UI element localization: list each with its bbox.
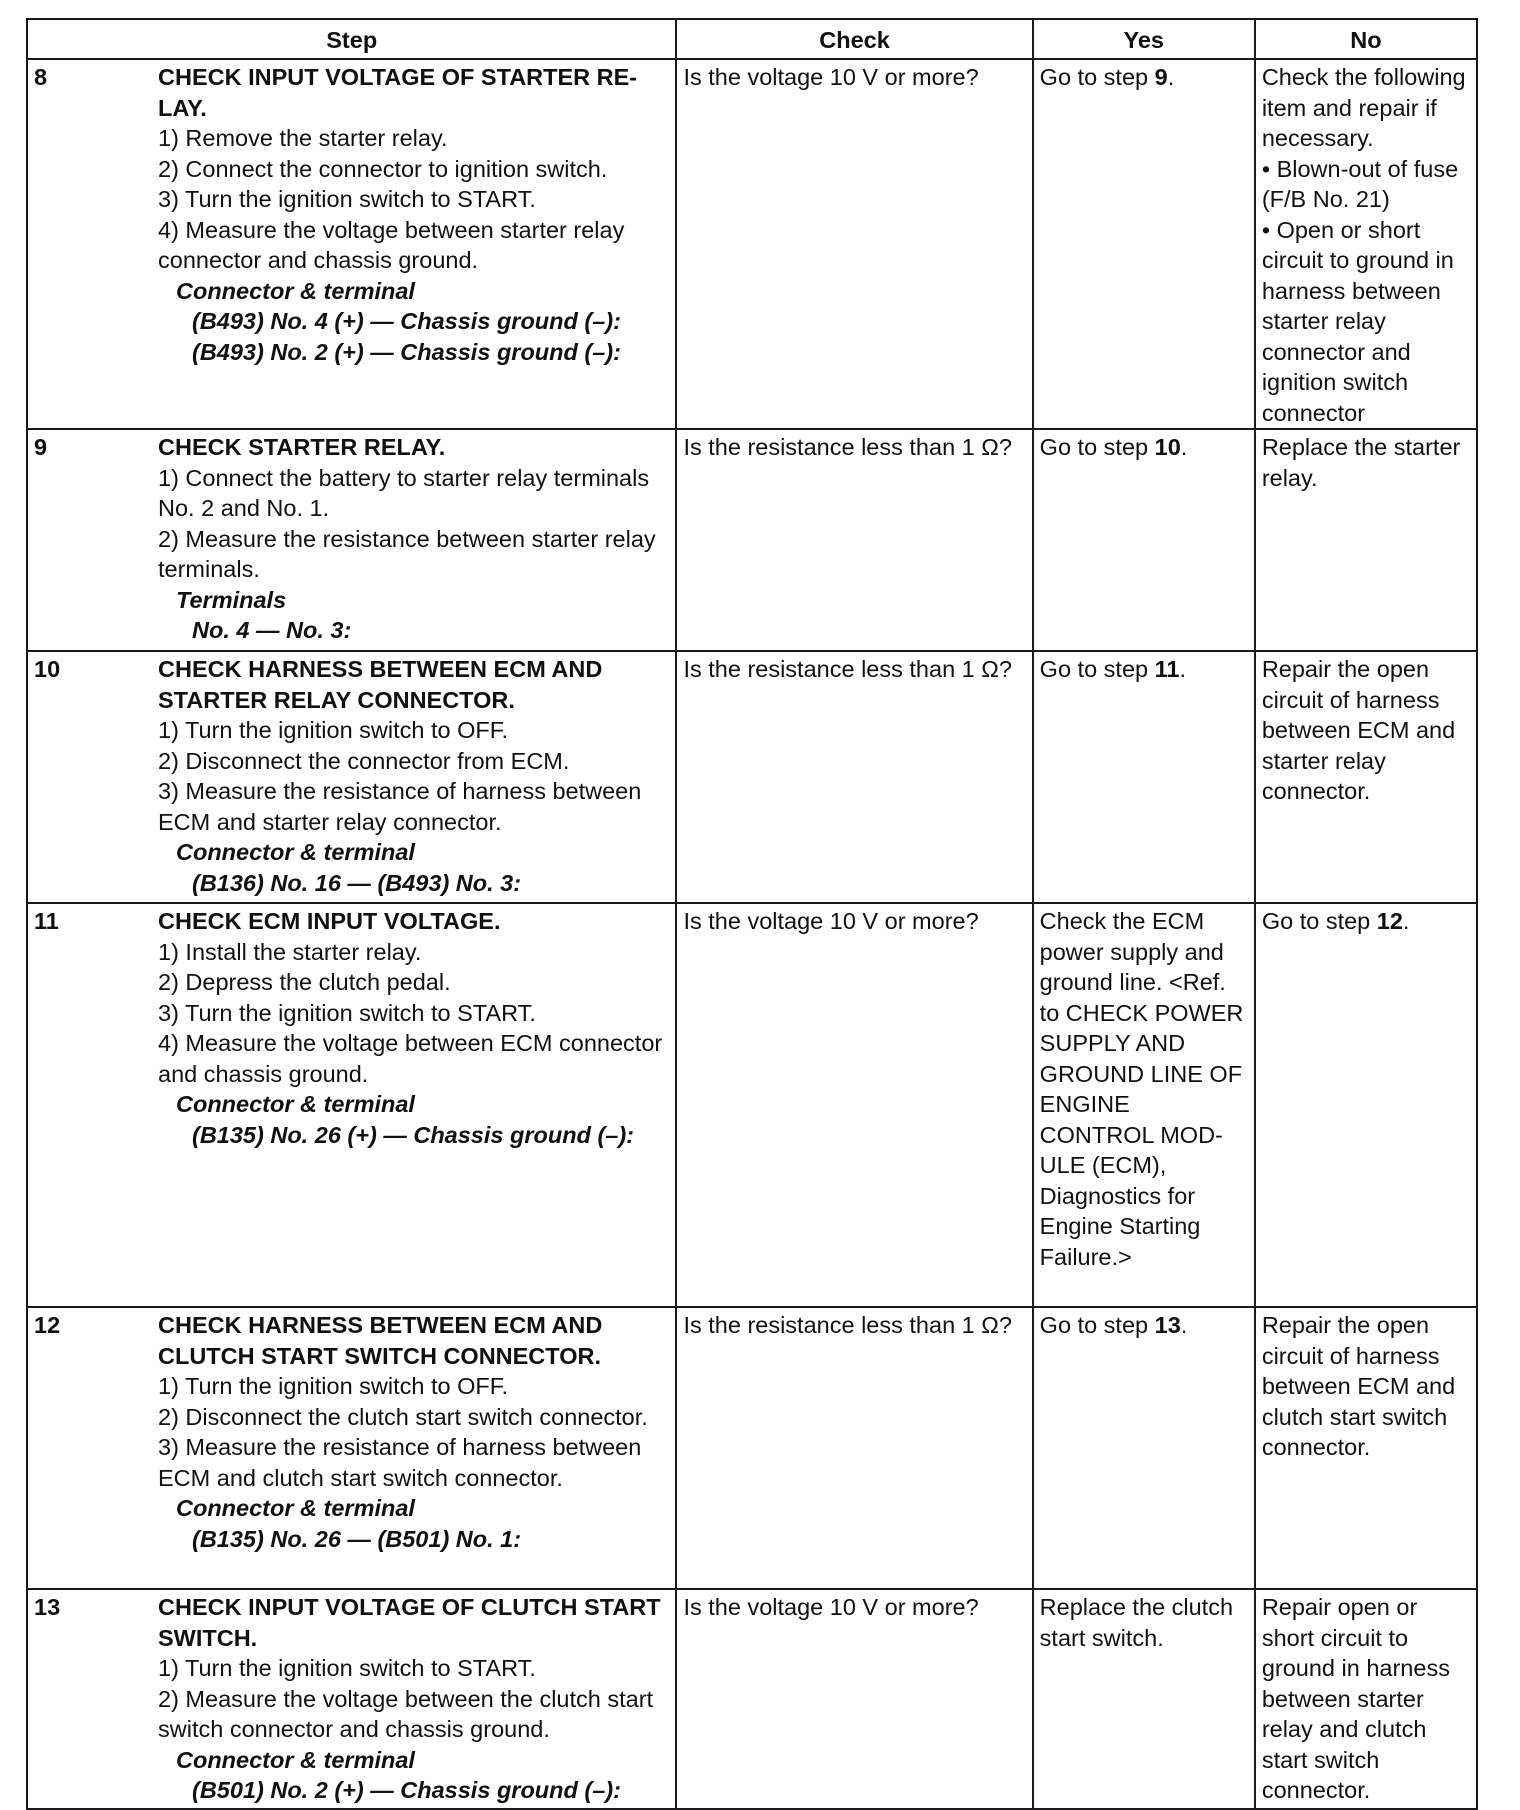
step-title: CHECK ECM INPUT VOLTAGE.	[158, 908, 501, 934]
step-instruction: 2) Disconnect the connector from ECM.	[158, 747, 570, 774]
no-text: Check the following item and repair if necessary.	[1261, 64, 1466, 151]
diagnostic-table	[26, 18, 1478, 1810]
check-cell: Is the voltage 10 V or more?	[676, 1589, 1032, 1809]
yes-text: Go to step	[1039, 656, 1155, 682]
table-row	[27, 1307, 1477, 1589]
yes-step-ref: 13	[1154, 1312, 1181, 1338]
step-title: CHECK INPUT VOLTAGE OF CLUTCH START SWITCH.	[158, 1594, 661, 1651]
table-row	[27, 1589, 1477, 1809]
step-instruction: 1) Connect the battery to starter relay terminals No. 2 and No. 1.	[158, 464, 650, 521]
header-no: No	[1255, 19, 1477, 59]
step-instruction: 1) Install the starter relay.	[158, 938, 422, 965]
step-number: 12	[34, 1312, 61, 1338]
spec-label: Connector & terminal	[176, 839, 415, 865]
step-instruction: 4) Measure the voltage between starter relay connector and chassis ground.	[158, 216, 625, 273]
table-row	[27, 429, 1477, 651]
spec-value: (B501) No. 2 (+) — Chassis ground (–):	[192, 1777, 621, 1803]
yes-suffix: .	[1167, 64, 1175, 90]
step-instruction: 2) Measure the resistance between starter relay terminals.	[158, 525, 656, 582]
step-cell	[27, 59, 676, 429]
step-instruction: 3) Measure the resistance of harness between ECM and clutch start switch connector.	[158, 1434, 642, 1491]
no-cell: Replace the starter relay.	[1255, 429, 1477, 651]
yes-cell: Replace the clutch start switch.	[1033, 1589, 1255, 1809]
header-step: Step	[27, 19, 676, 59]
check-cell: Is the voltage 10 V or more?	[676, 59, 1032, 429]
no-text: Go to step	[1261, 908, 1377, 934]
no-cell: Repair open or short circuit to ground in harness between starter relay and clutch start switch connector.	[1255, 1589, 1477, 1809]
spec-value: No. 4 — No. 3:	[192, 617, 352, 643]
yes-cell	[1033, 429, 1255, 651]
check-cell: Is the resistance less than 1 Ω?	[676, 1307, 1032, 1589]
spec-label: Connector & terminal	[176, 277, 415, 304]
spec-value: (B135) No. 26 (+) — Chassis ground (–):	[192, 1121, 635, 1148]
yes-cell: Check the ECM power supply and ground line. <Ref. to CHECK POWER SUPPLY AND GROUND LINE OF ENGINE CONTROL MOD-ULE (ECM), Diagnostics for Engine Starting Failure.>	[1033, 903, 1255, 1307]
yes-cell	[1033, 651, 1255, 903]
spec-value: (B493) No. 2 (+) — Chassis ground (–):	[192, 338, 621, 365]
step-instruction: 2) Depress the clutch pedal.	[158, 969, 451, 995]
yes-step-ref: 11	[1154, 656, 1180, 682]
no-suffix: .	[1402, 908, 1410, 934]
step-number: 11	[34, 908, 59, 934]
step-instruction: 1) Remove the starter relay.	[158, 125, 448, 151]
step-cell	[27, 651, 676, 903]
step-instruction: 3) Measure the resistance of harness between ECM and starter relay connector.	[158, 778, 642, 835]
step-instruction: 1) Turn the ignition switch to OFF.	[158, 1373, 509, 1399]
yes-text: Go to step	[1039, 64, 1155, 90]
step-instruction: 3) Turn the ignition switch to START.	[158, 999, 536, 1026]
step-number: 9	[34, 434, 48, 460]
step-cell	[27, 429, 676, 651]
header-yes: Yes	[1033, 19, 1255, 59]
step-cell	[27, 903, 676, 1307]
step-cell	[27, 1589, 676, 1809]
step-title: CHECK STARTER RELAY.	[158, 434, 446, 460]
yes-text: Go to step	[1039, 1312, 1155, 1338]
spec-value: (B135) No. 26 — (B501) No. 1:	[192, 1525, 522, 1552]
spec-label: Terminals	[176, 586, 287, 613]
no-cell: Repair the open circuit of harness between ECM and clutch start switch connector.	[1255, 1307, 1477, 1589]
no-bullet: • Open or short circuit to ground in harness between starter relay connector and ignition switch connector	[1262, 215, 1470, 429]
step-instruction: 1) Turn the ignition switch to OFF.	[158, 717, 509, 743]
step-title: CHECK HARNESS BETWEEN ECM AND CLUTCH START SWITCH CONNECTOR.	[158, 1312, 603, 1369]
yes-suffix: .	[1180, 1312, 1188, 1338]
no-cell	[1255, 59, 1477, 429]
step-instruction: 2) Measure the voltage between the clutch start switch connector and chassis ground.	[158, 1685, 654, 1742]
spec-label: Connector & terminal	[176, 1495, 415, 1521]
yes-cell	[1033, 59, 1255, 429]
step-number: 13	[34, 1594, 61, 1620]
spec-label: Connector & terminal	[176, 1091, 415, 1117]
step-number: 8	[34, 64, 48, 90]
spec-value: (B493) No. 4 (+) — Chassis ground (–):	[192, 308, 621, 334]
check-cell: Is the resistance less than 1 Ω?	[676, 429, 1032, 651]
check-cell: Is the resistance less than 1 Ω?	[676, 651, 1032, 903]
yes-text: Go to step	[1039, 434, 1155, 460]
step-instruction: 2) Connect the connector to ignition switch.	[158, 155, 608, 182]
step-instruction: 4) Measure the voltage between ECM connector and chassis ground.	[158, 1030, 663, 1087]
yes-step-ref: 9	[1154, 64, 1168, 90]
no-cell	[1255, 903, 1477, 1307]
yes-step-ref: 10	[1154, 434, 1181, 460]
table-row	[27, 903, 1477, 1307]
header-row	[27, 19, 1477, 59]
table-row	[27, 59, 1477, 429]
yes-suffix: .	[1179, 656, 1186, 682]
step-cell	[27, 1307, 676, 1589]
yes-cell	[1033, 1307, 1255, 1589]
step-number: 10	[34, 656, 61, 682]
step-title: CHECK INPUT VOLTAGE OF STARTER RE-LAY.	[158, 64, 638, 121]
spec-value: (B136) No. 16 — (B493) No. 3:	[192, 869, 522, 896]
no-cell: Repair the open circuit of harness between ECM and starter relay connector.	[1255, 651, 1477, 903]
step-instruction: 3) Turn the ignition switch to START.	[158, 186, 536, 212]
spec-label: Connector & terminal	[176, 1746, 415, 1773]
no-step-ref: 12	[1376, 908, 1403, 934]
header-check: Check	[676, 19, 1032, 59]
check-cell: Is the voltage 10 V or more?	[676, 903, 1032, 1307]
step-instruction: 2) Disconnect the clutch start switch connector.	[158, 1403, 648, 1430]
step-title: CHECK HARNESS BETWEEN ECM AND STARTER RELAY CONNECTOR.	[158, 656, 603, 713]
no-bullet: • Blown-out of fuse (F/B No. 21)	[1262, 154, 1470, 215]
step-instruction: 1) Turn the ignition switch to START.	[158, 1655, 536, 1681]
yes-suffix: .	[1180, 434, 1188, 460]
table-row	[27, 651, 1477, 903]
